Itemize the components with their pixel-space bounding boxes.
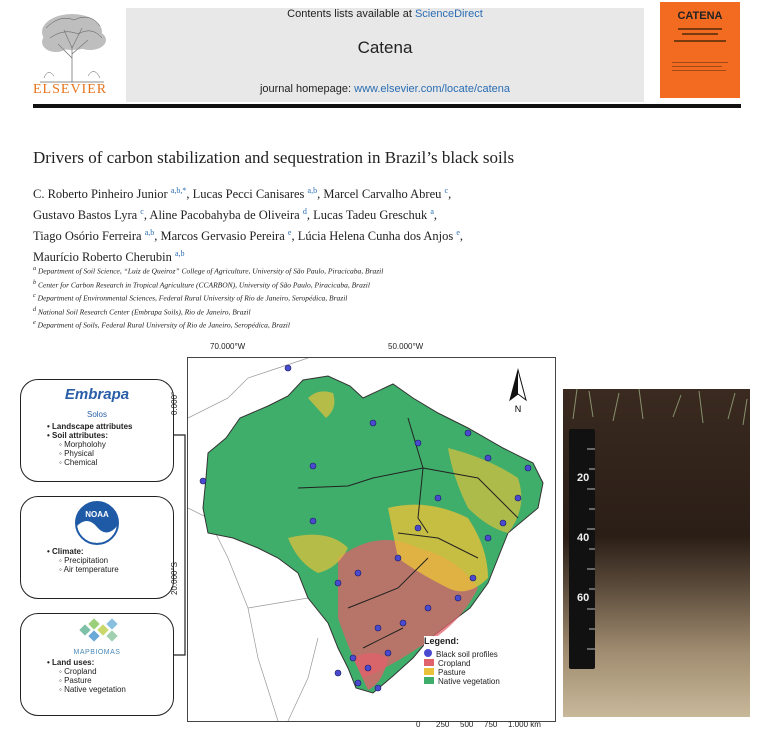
soil-photo-canvas: [563, 389, 750, 717]
country-border: [248, 598, 308, 608]
noaa-panel: [20, 496, 174, 599]
country-border: [288, 638, 318, 721]
affiliation: $^d$ National Soil Research Center (Embrapa Soils), Rio de Janeiro, Brazil: [33, 305, 251, 316]
lon-label: 50.000°W: [388, 342, 424, 351]
profile-point[interactable]: [515, 495, 521, 501]
embrapa-subitem: ◦ Physical: [59, 449, 94, 458]
homepage-link[interactable]: www.elsevier.com/locate/catena: [354, 83, 511, 95]
scale-label: 0: [416, 720, 421, 729]
profile-point[interactable]: [465, 430, 471, 436]
legend-item: Native vegetation: [424, 677, 552, 686]
mapbiomas-logo-text: MAPBIOMAS: [73, 649, 121, 656]
author[interactable]: Lucas Pecci Canisares: [192, 187, 305, 202]
profile-point[interactable]: [200, 478, 206, 484]
legend-swatch: [424, 659, 434, 666]
tape-mark: 40: [577, 532, 590, 544]
legend-title: Legend:: [424, 636, 459, 646]
homepage-line: journal homepage: www.elsevier.com/locate/catena: [259, 83, 511, 95]
profile-point[interactable]: [375, 625, 381, 631]
profile-point[interactable]: [500, 520, 506, 526]
author[interactable]: Lúcia Helena Cunha dos Anjos: [297, 229, 454, 244]
north-label: N: [514, 404, 522, 414]
mapbiomas-subitem: ◦ Native vegetation: [59, 685, 126, 694]
profile-point[interactable]: [375, 685, 381, 691]
author[interactable]: Maurício Roberto Cherubin: [33, 250, 172, 265]
author[interactable]: Gustavo Bastos Lyra: [33, 208, 138, 223]
profile-point[interactable]: [370, 420, 376, 426]
soil-profile-photo[interactable]: [563, 389, 750, 717]
legend-item: Black soil profiles: [424, 649, 552, 659]
profile-point[interactable]: [400, 620, 406, 626]
profile-point[interactable]: [355, 570, 361, 576]
legend-item: Pasture: [424, 668, 552, 677]
scale-label: 250: [436, 720, 450, 729]
legend-item: Cropland: [424, 659, 552, 668]
profile-point[interactable]: [350, 655, 356, 661]
mapbiomas-subitem: ◦ Cropland: [59, 667, 97, 676]
affiliation: $^a$ Department of Soil Science, “Luiz de Queiroz” College of Agriculture, University of São Paulo, Piracicaba, Brazil: [33, 265, 384, 276]
article-title: Drivers of carbon stabilization and sequestration in Brazil’s black soils: [33, 148, 515, 167]
author[interactable]: Marcel Carvalho Abreu: [323, 187, 442, 202]
profile-point[interactable]: [310, 518, 316, 524]
affiliation: $^b$ Center for Carbon Research in Tropical Agriculture (CCARBON), University of São Paulo, Piracicaba, Brazil: [33, 278, 370, 289]
scale-label: 1.000 km: [508, 720, 541, 729]
profile-point[interactable]: [485, 455, 491, 461]
embrapa-item: • Landscape attributes: [47, 422, 133, 431]
elsevier-tree-logo: [30, 8, 114, 84]
profile-point[interactable]: [395, 555, 401, 561]
cover-text-lines: [660, 2, 740, 98]
profile-point[interactable]: [285, 365, 291, 371]
profile-point[interactable]: [365, 665, 371, 671]
scale-label: 500: [460, 720, 474, 729]
mapbiomas-subitem: ◦ Pasture: [59, 676, 92, 685]
noaa-subitem: ◦ Air temperature: [59, 565, 119, 574]
author[interactable]: C. Roberto Pinheiro Junior: [33, 187, 168, 202]
profile-point[interactable]: [485, 535, 491, 541]
noaa-item: • Climate:: [47, 547, 84, 556]
profile-point[interactable]: [385, 650, 391, 656]
profile-point[interactable]: [415, 440, 421, 446]
mapbiomas-logo: [21, 614, 173, 658]
profile-point[interactable]: [470, 575, 476, 581]
affiliation-list: [33, 263, 593, 331]
north-arrow: [510, 370, 526, 400]
cover-title: CATENA: [677, 10, 723, 22]
affiliation: $^c$ Department of Environmental Sciences, Federal Rural University of Rio de Janeiro, Seropédica, Brazil: [33, 292, 348, 303]
noaa-subitem: ◦ Precipitation: [59, 556, 109, 565]
journal-cover[interactable]: [660, 2, 740, 98]
noaa-logo: [21, 497, 173, 547]
lat-label: 20.000°S: [170, 561, 179, 595]
embrapa-subitem: ◦ Chemical: [59, 458, 98, 467]
header-rule: [33, 104, 741, 108]
profile-point[interactable]: [310, 463, 316, 469]
scale-label: 750: [484, 720, 498, 729]
tape-mark: 20: [577, 472, 590, 484]
measuring-tape: [569, 429, 595, 669]
contents-line: Contents lists available at ScienceDirect: [287, 8, 483, 20]
legend-swatch: [424, 649, 432, 657]
affiliation: $^e$ Department of Soils, Federal Rural University of Rio de Janeiro, Seropédica, Brazil: [33, 319, 290, 330]
brazil-map[interactable]: [187, 357, 556, 722]
embrapa-panel: [20, 379, 174, 482]
sciencedirect-link[interactable]: ScienceDirect: [414, 8, 483, 20]
author[interactable]: Tiago Osório Ferreira: [33, 229, 142, 244]
lon-label: 70.000°W: [210, 342, 246, 351]
legend-swatch: [424, 677, 434, 684]
legend-swatch: [424, 668, 434, 675]
profile-point[interactable]: [425, 605, 431, 611]
profile-point[interactable]: [415, 525, 421, 531]
embrapa-item: • Soil attributes:: [47, 431, 109, 440]
author[interactable]: Lucas Tadeu Greschuk: [313, 208, 428, 223]
profile-point[interactable]: [525, 465, 531, 471]
profile-point[interactable]: [335, 580, 341, 586]
author[interactable]: Marcos Gervasio Pereira: [160, 229, 285, 244]
mapbiomas-panel: [20, 613, 174, 716]
lat-label: 0.000°: [170, 391, 179, 415]
profile-point[interactable]: [455, 595, 461, 601]
noaa-logo-text: NOAA: [85, 510, 109, 519]
author[interactable]: Aline Pacobahyba de Oliveira: [149, 208, 300, 223]
profile-point[interactable]: [355, 680, 361, 686]
tape-mark: 60: [577, 592, 590, 604]
embrapa-logo: Embrapa Solos: [64, 386, 130, 419]
journal-name: Catena: [357, 38, 413, 57]
profile-point[interactable]: [435, 495, 441, 501]
profile-point[interactable]: [335, 670, 341, 676]
map-legend: [424, 636, 552, 712]
author-list: C. Roberto Pinheiro Junior $^{a,b,*}$, Lucas Pecci Canisares $^{a,b}$, Marcel Carvalho Abreu $^c$, Gustavo Bastos Lyra $^c$, Aline Pacobahyba de Oliveira $^d$, Lucas Tadeu Greschuk $^a$, Tiago Osório Ferreira $^{a,b}$, Marcos Gervasio Pereira $^e$, Lúcia Helena Cunha dos Anjos $^e$, Maurício Roberto Cherubin $^{a,b}$: [33, 186, 464, 265]
mapbiomas-item: • Land uses:: [47, 658, 95, 667]
embrapa-subitem: ◦ Morpholohy: [59, 440, 106, 449]
elsevier-wordmark: ELSEVIER: [33, 82, 108, 97]
